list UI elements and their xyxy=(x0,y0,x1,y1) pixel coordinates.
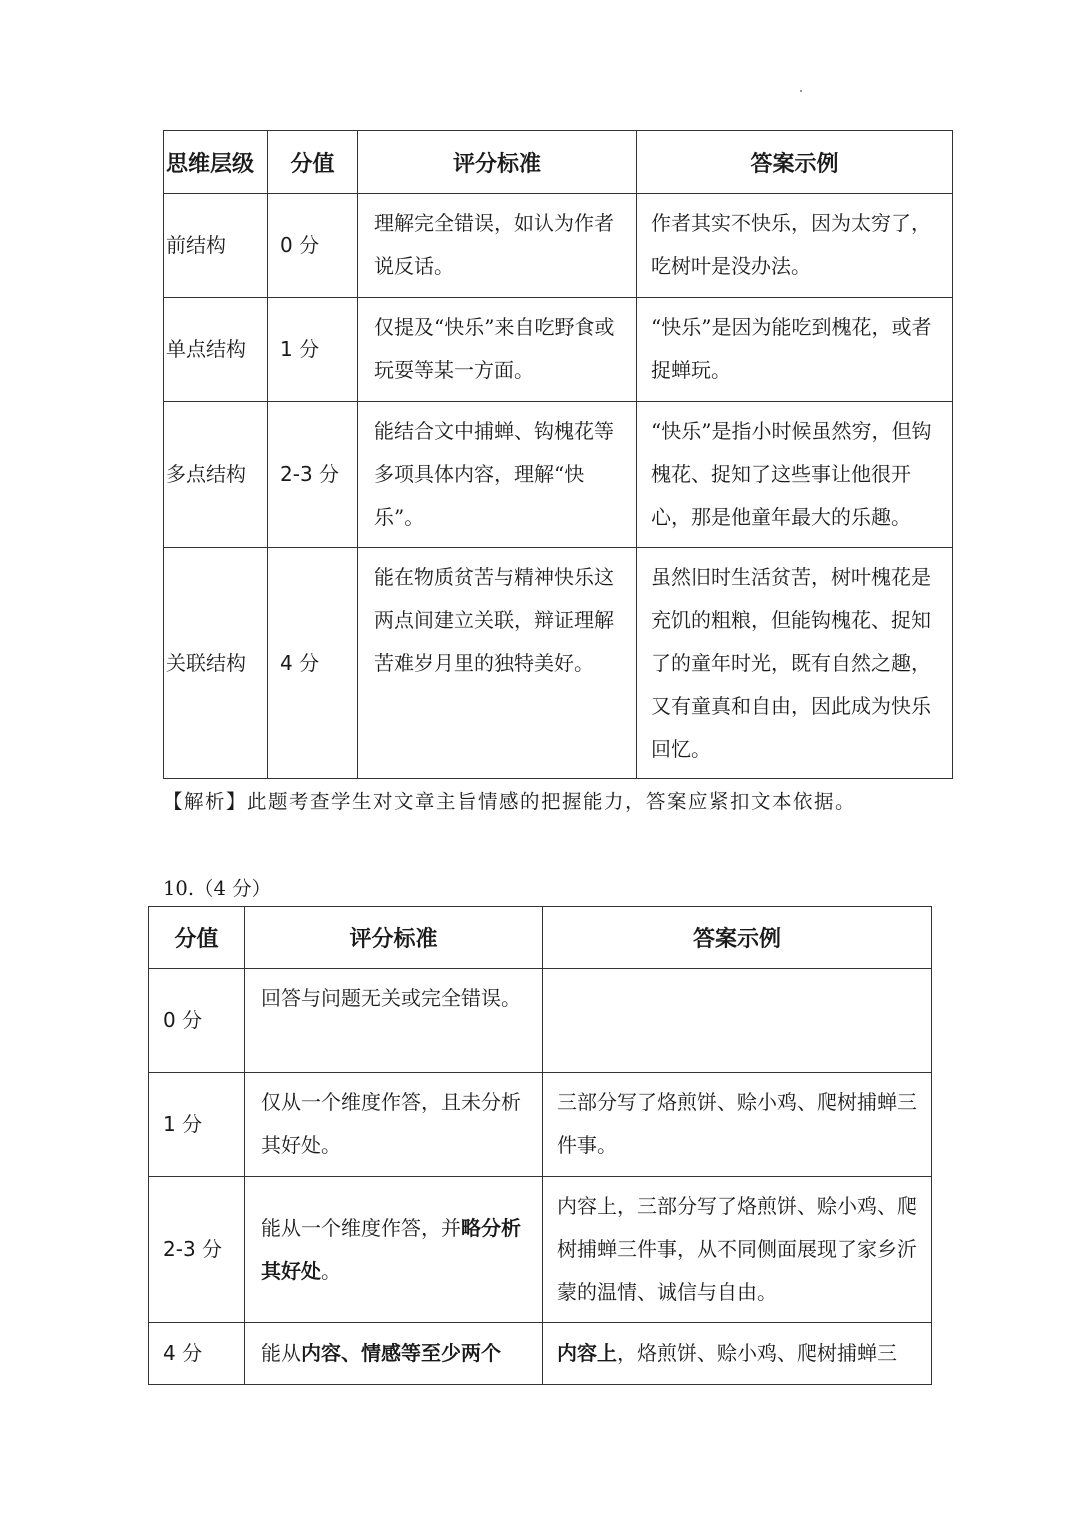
example-cell xyxy=(543,1323,932,1385)
criteria-cell xyxy=(245,1323,543,1385)
header-example: 答案示例 xyxy=(543,907,932,969)
header-criteria: 评分标准 xyxy=(358,131,637,194)
stray-dot xyxy=(800,90,802,92)
table-header-row xyxy=(149,907,932,969)
level-cell: 多点结构 xyxy=(164,402,268,548)
score-cell: 2-3 分 xyxy=(268,402,358,548)
example-text: ，烙煎饼、赊小鸡、爬树捕蝉三 xyxy=(617,1341,897,1365)
criteria-cell: 能结合文中捕蝉、钩槐花等多项具体内容，理解“快乐”。 xyxy=(358,402,637,548)
table-row xyxy=(149,1177,932,1323)
analysis-note: 【解析】此题考查学生对文章主旨情感的把握能力，答案应紧扣文本依据。 xyxy=(163,790,857,813)
rubric-table-9 xyxy=(163,130,953,779)
table-row xyxy=(164,194,953,298)
header-example: 答案示例 xyxy=(637,131,953,194)
criteria-cell: 回答与问题无关或完全错误。 xyxy=(245,969,543,1073)
score-cell: 1 分 xyxy=(268,298,358,402)
score-cell: 1 分 xyxy=(149,1073,245,1177)
example-cell: 虽然旧时生活贫苦，树叶槐花是充饥的粗粮，但能钩槐花、捉知了的童年时光，既有自然之趣，又有童真和自由，因此成为快乐回忆。 xyxy=(637,548,953,779)
criteria-cell: 仅从一个维度作答，且未分析其好处。 xyxy=(245,1073,543,1177)
example-cell: “快乐”是因为能吃到槐花，或者捉蝉玩。 xyxy=(637,298,953,402)
table-row xyxy=(164,548,953,779)
question-title: 10.（4 分） xyxy=(163,877,272,900)
score-cell: 0 分 xyxy=(268,194,358,298)
rubric-table-10 xyxy=(148,906,932,1385)
table-row xyxy=(149,1323,932,1385)
criteria-text: 能从一个维度作答，并 xyxy=(261,1215,461,1240)
table-row xyxy=(149,969,932,1073)
criteria-text: 能从 xyxy=(261,1341,301,1365)
table-row xyxy=(164,298,953,402)
criteria-bold-text: 内容、情感等至少两个 xyxy=(301,1341,501,1365)
example-cell xyxy=(543,969,932,1073)
criteria-cell xyxy=(245,1177,543,1323)
example-cell: 内容上，三部分写了烙煎饼、赊小鸡、爬树捕蝉三件事，从不同侧面展现了家乡沂蒙的温情、诚信与自由。 xyxy=(543,1177,932,1323)
example-cell: 作者其实不快乐，因为太穷了，吃树叶是没办法。 xyxy=(637,194,953,298)
table-row xyxy=(164,402,953,548)
example-cell: “快乐”是指小时候虽然穷，但钩槐花、捉知了这些事让他很开心，那是他童年最大的乐趣。 xyxy=(637,402,953,548)
header-score: 分值 xyxy=(268,131,358,194)
criteria-text-end: 。 xyxy=(321,1258,341,1283)
header-level: 思维层级 xyxy=(164,131,268,194)
header-score: 分值 xyxy=(149,907,245,969)
level-cell: 单点结构 xyxy=(164,298,268,402)
criteria-cell: 仅提及“快乐”来自吃野食或玩耍等某一方面。 xyxy=(358,298,637,402)
score-cell: 4 分 xyxy=(149,1323,245,1385)
score-cell: 0 分 xyxy=(149,969,245,1073)
level-cell: 关联结构 xyxy=(164,548,268,779)
criteria-bold-text: 略分析其好处 xyxy=(261,1215,521,1283)
example-cell: 三部分写了烙煎饼、赊小鸡、爬树捕蝉三件事。 xyxy=(543,1073,932,1177)
level-cell: 前结构 xyxy=(164,194,268,298)
table-header-row xyxy=(164,131,953,194)
score-cell: 2-3 分 xyxy=(149,1177,245,1323)
table-row xyxy=(149,1073,932,1177)
header-criteria: 评分标准 xyxy=(245,907,543,969)
criteria-cell: 能在物质贫苦与精神快乐这两点间建立关联，辩证理解苦难岁月里的独特美好。 xyxy=(358,548,637,779)
example-bold-text: 内容上 xyxy=(557,1341,617,1365)
score-cell: 4 分 xyxy=(268,548,358,779)
criteria-cell: 理解完全错误，如认为作者说反话。 xyxy=(358,194,637,298)
